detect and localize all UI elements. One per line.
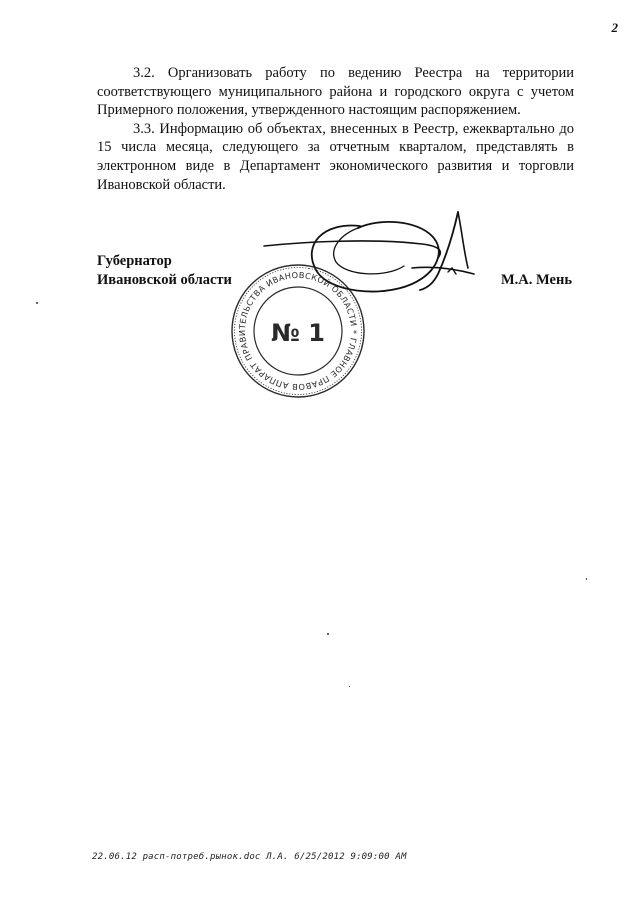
signatory-role-line-1: Губернатор [97, 253, 172, 269]
scan-speck [349, 686, 350, 687]
page-number: 2 [611, 20, 618, 35]
scan-speck [36, 302, 38, 304]
signatory-name: М.А. Мень [501, 271, 572, 288]
scan-speck [586, 578, 587, 580]
signatory-role [97, 252, 232, 289]
seal-ring-text: АППАРАТ ПРАВИТЕЛЬСТВА ИВАНОВСКОЙ ОБЛАСТИ * ГЛАВНОЕ ПРАВОВОЕ [236, 269, 360, 393]
paragraph-3-2: 3.2. Организовать работу по ведению Реестра на территории соответствующего муниципального района и городского округа с учетом Примерного положения, утвержденного настоящим распоряжением. [97, 65, 574, 119]
paragraph-3-3: 3.3. Информацию об объектах, внесенных в Реестр, ежеквартально до 15 числа месяца, следующего за отчетным кварталом, представлять в электронном виде в Департамент экономического развития и торговли Ивановской области. [97, 120, 574, 193]
handwritten-signature [262, 208, 482, 304]
document-body [97, 64, 574, 194]
seal-center-number: № 1 [271, 319, 325, 347]
scan-speck [327, 633, 329, 635]
signatory-role-line-2: Ивановской области [97, 271, 232, 288]
document-footer: 22.06.12 расп-потреб.рынок.doc Л.А. 6/25/2012 9:09:00 AM [92, 852, 407, 862]
